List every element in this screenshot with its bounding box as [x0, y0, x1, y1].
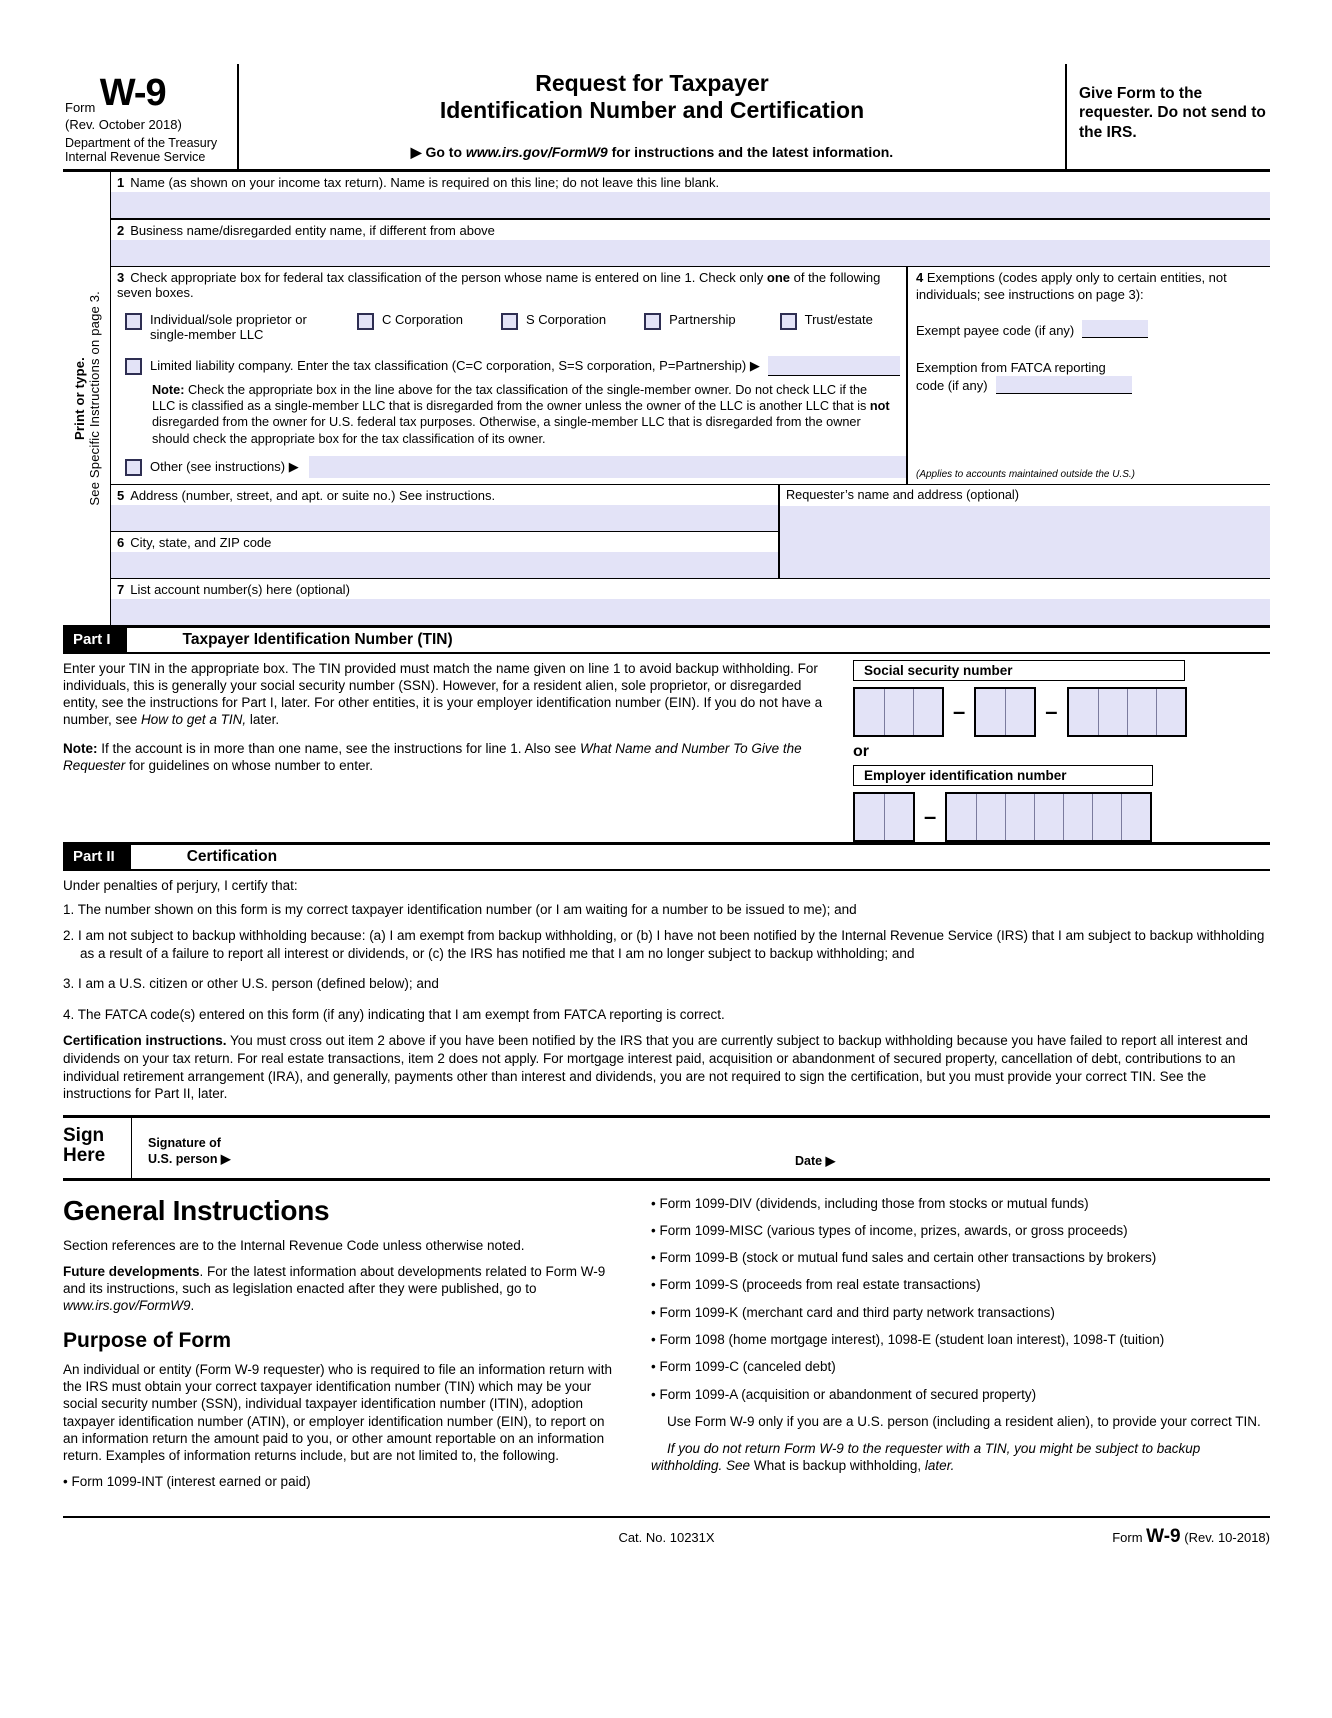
- certification-item-1: 1. The number shown on this form is my correct taxpayer identification number (or I am waiting for a number to be issued to me); and: [63, 901, 857, 917]
- checkbox-other[interactable]: [125, 459, 142, 476]
- line4-exemptions: [906, 267, 1270, 484]
- business-name-input[interactable]: [111, 240, 1270, 266]
- ssn-digit-cell[interactable]: [1069, 689, 1098, 735]
- ein-digit-cell[interactable]: [947, 794, 976, 840]
- line1-name: [111, 172, 1270, 220]
- purpose-of-form-title: Purpose of Form: [63, 1328, 232, 1352]
- checkbox-s-corporation-label: S Corporation: [525, 311, 607, 327]
- line5-label: Address (number, street, and apt. or suite no.) See instructions.: [130, 487, 496, 503]
- checkbox-partnership[interactable]: [644, 313, 661, 330]
- ein-digit-cell[interactable]: [1092, 794, 1121, 840]
- part2-header: [63, 842, 1270, 871]
- other-classification-input[interactable]: [309, 456, 906, 478]
- footer-form-number: Form W-9 (Rev. 10-2018): [1112, 1525, 1270, 1547]
- certification-items: [63, 901, 1270, 1024]
- checkbox-other-label: Other (see instructions) ▶: [150, 458, 299, 474]
- form-bullet: • Form 1099-A (acquisition or abandonment of secured property): [651, 1386, 1037, 1402]
- ein-digit-cell[interactable]: [976, 794, 1005, 840]
- goto-instructions: ▶ Go to www.irs.gov/FormW9 for instructions and the latest information.: [410, 143, 894, 160]
- line6-city-state-zip: [111, 532, 778, 578]
- exempt-payee-code-input[interactable]: [1082, 320, 1148, 338]
- city-state-zip-input[interactable]: [111, 552, 778, 578]
- form-bullet: • Form 1099-C (canceled debt): [651, 1359, 836, 1375]
- part2-title: Certification: [186, 847, 278, 865]
- form-bullet: • Form 1099-S (proceeds from real estate transactions): [651, 1277, 981, 1293]
- part1-header: [63, 625, 1270, 654]
- checkbox-individual-label: Individual/sole proprietor or single-member LLC: [150, 311, 307, 342]
- ssn-digit-cell[interactable]: [1005, 689, 1034, 735]
- form-title-block: [239, 64, 1067, 169]
- line5-number: 5: [117, 487, 125, 503]
- ssn-digit-cell[interactable]: [1098, 689, 1127, 735]
- applies-note: (Applies to accounts maintained outside the U.S.): [916, 468, 1136, 480]
- page-footer: [63, 1516, 1270, 1558]
- general-instructions-right-column: [616, 1195, 1270, 1500]
- line6-label: City, state, and ZIP code: [130, 534, 272, 550]
- give-form-block: [1067, 64, 1270, 169]
- requester-box: [778, 485, 1270, 578]
- line3-number: 3: [117, 269, 125, 285]
- line2-business-name: [111, 220, 1270, 267]
- ssn-cells: [853, 687, 1270, 737]
- ssn-digit-cell[interactable]: [913, 689, 942, 735]
- ssn-digit-cell[interactable]: [1127, 689, 1156, 735]
- checkbox-trust-estate-label: Trust/estate: [804, 311, 873, 327]
- ein-digit-cell[interactable]: [1005, 794, 1034, 840]
- checkbox-llc[interactable]: [125, 358, 142, 375]
- checkbox-c-corporation[interactable]: [357, 313, 374, 330]
- checkbox-trust-estate[interactable]: [780, 313, 797, 330]
- general-instructions-title: General Instructions: [63, 1194, 330, 1226]
- checkbox-c-corporation-label: C Corporation: [382, 311, 463, 327]
- line3-note: Note: Check the appropriate box in the line above for the tax classification of the single-member owner. Do not check LLC if the LLC is classified as a single-member LLC that is disregarded from the owner unless the owner of the LLC is another LLC that is not disregarded from the owner for U.S. federal tax purposes. Otherwise, a single-member LLC that is disregarded from the owner should check the appropriate box for the tax classification of its owner.: [152, 382, 890, 446]
- sign-here-label: Sign Here: [63, 1124, 106, 1166]
- irs-url: www.irs.gov/FormW9: [465, 143, 608, 160]
- department-line1: Department of the Treasury: [65, 136, 218, 150]
- ssn-digit-cell[interactable]: [1156, 689, 1185, 735]
- ein-dash: –: [924, 803, 937, 829]
- part2-tag: Part II: [63, 845, 131, 869]
- form-id-block: [63, 64, 239, 169]
- checkbox-individual[interactable]: [125, 313, 142, 330]
- ssn-dash: –: [1045, 698, 1058, 724]
- account-numbers-input[interactable]: [111, 599, 1270, 625]
- purpose-of-form-text: An individual or entity (Form W-9 requester) who is required to file an information return with the IRS must obtain your correct taxpayer identification number (TIN) which may be your social security number (SSN), individual taxpayer identification number (ITIN), adoption taxpayer identification number (ATIN), or employer identification number (EIN), to report on an information return the amount paid to you, or other amount reportable on an information return. Examples of information returns include, but are not limited to, the following.: [63, 1361, 612, 1464]
- line3-tax-classification: [111, 267, 906, 484]
- ein-cells: [853, 792, 1270, 842]
- department-line2: Internal Revenue Service: [65, 150, 206, 165]
- form-number: W-9: [99, 72, 166, 114]
- ssn-dash: –: [953, 698, 966, 724]
- name-input[interactable]: [111, 192, 1270, 218]
- certification-item-2: 2. I am not subject to backup withholding because: (a) I am exempt from backup withholding, or (b) I have not been notified by the Internal Revenue Service (IRS) that I am subject to backup withholding as a result of a failure to report all interest or dividends, or (c) the IRS has notified me that I am no longer subject to backup withholding; and: [63, 928, 1265, 961]
- sidebar-normal-text: See Specific Instructions on page 3.: [86, 290, 102, 506]
- ssn-digit-cell[interactable]: [884, 689, 913, 735]
- ein-digit-cell[interactable]: [1063, 794, 1092, 840]
- form-bullet: • Form 1099-DIV (dividends, including those from stocks or mutual funds): [651, 1195, 1089, 1211]
- fatca-code-input[interactable]: [996, 376, 1132, 394]
- line7-account-numbers: [111, 579, 1270, 625]
- line7-label: List account number(s) here (optional): [130, 581, 350, 597]
- date-label: Date ▶: [795, 1153, 836, 1168]
- checkbox-partnership-label: Partnership: [669, 311, 736, 327]
- section-references: Section references are to the Internal Revenue Code unless otherwise noted.: [63, 1237, 525, 1253]
- ein-box-label: Employer identification number: [853, 765, 1153, 786]
- ein-digit-cell[interactable]: [1121, 794, 1150, 840]
- checkbox-llc-label: Limited liability company. Enter the tax classification (C=C corporation, S=S corporation, P=Partnership) ▶: [150, 357, 760, 373]
- form-revision: (Rev. October 2018): [65, 117, 182, 132]
- line4-number: 4: [916, 269, 924, 285]
- ssn-box-label: Social security number: [853, 660, 1185, 681]
- give-form-text: Give Form to the requester. Do not send to the IRS.: [1079, 85, 1266, 141]
- ein-digit-cell[interactable]: [884, 794, 913, 840]
- certification-instructions: Certification instructions. You must cross out item 2 above if you have been notified by the IRS that you are currently subject to backup withholding because you have failed to report all interest and dividends on your tax return. For real estate transactions, item 2 does not apply. For mortgage interest paid, acquisition or abandonment of secured property, cancellation of debt, contributions to an individual retirement arrangement (IRA), and generally, payments other than interest and dividends, you are not required to sign the certification, but you must provide your correct TIN. See the instructions for Part II, later.: [63, 1033, 1248, 1102]
- form-bullet: • Form 1099-MISC (various types of income, prizes, awards, or gross proceeds): [651, 1222, 1128, 1238]
- form-title: Request for Taxpayer Identification Number and Certification: [439, 70, 865, 124]
- sidebar-bold-text: Print or type.: [71, 356, 87, 440]
- ssn-digit-cell[interactable]: [855, 689, 884, 735]
- form-bullet: • Form 1098 (home mortgage interest), 1098-E (student loan interest), 1098-T (tuition): [651, 1332, 1165, 1347]
- signature-label: Signature of U.S. person ▶: [148, 1136, 231, 1167]
- sign-here-row: [63, 1115, 1270, 1181]
- line2-label: Business name/disregarded entity name, if different from above: [130, 222, 495, 238]
- line3-label: Check appropriate box for federal tax classification of the person whose name is entered on line 1. Check only one of the following seven boxes.: [117, 269, 881, 300]
- line7-number: 7: [117, 581, 125, 597]
- print-or-type-sidebar: [63, 172, 110, 625]
- future-developments: Future developments. For the latest information about developments related to Form W-9 and its instructions, such as legislation enacted after they were published, go to www.irs.gov/FormW9.: [63, 1263, 606, 1314]
- form-bullet: • Form 1099-K (merchant card and third party network transactions): [651, 1304, 1055, 1320]
- certification-item-3: 3. I am a U.S. citizen or other U.S. person (defined below); and: [63, 976, 439, 992]
- line2-number: 2: [117, 222, 125, 238]
- form-1099-int-bullet: • Form 1099-INT (interest earned or paid): [63, 1474, 311, 1490]
- use-form-w9-text: Use Form W-9 only if you are a U.S. person (including a resident alien), to provide your correct TIN.: [667, 1413, 1261, 1429]
- address-input[interactable]: [111, 505, 778, 531]
- date-input[interactable]: [835, 1138, 1270, 1168]
- part1-title: Taxpayer Identification Number (TIN): [182, 630, 453, 648]
- exempt-payee-label: Exempt payee code (if any): [916, 322, 1075, 338]
- backup-withholding-note: If you do not return Form W-9 to the requester with a TIN, you might be subject to backup withholding. See What is backup withholding, later.: [651, 1441, 1201, 1474]
- line4-label: Exemptions (codes apply only to certain entities, not individuals; see instructions on page 3):: [916, 269, 1227, 302]
- general-instructions-left-column: [63, 1195, 616, 1500]
- form-bullet: • Form 1099-B (stock or mutual fund sales and certain other transactions by brokers): [651, 1250, 1157, 1266]
- ssn-digit-cell[interactable]: [976, 689, 1005, 735]
- line5-address: [111, 485, 778, 532]
- signature-input[interactable]: [231, 1138, 795, 1168]
- line1-label: Name (as shown on your income tax return). Name is required on this line; do not leave this line blank.: [130, 174, 720, 190]
- form-word: Form: [65, 100, 96, 115]
- fatca-label-line1: Exemption from FATCA reporting: [916, 359, 1106, 375]
- form-header: [63, 64, 1270, 172]
- part1-tag: Part I: [63, 628, 127, 652]
- llc-classification-input[interactable]: [768, 356, 900, 376]
- fatca-label-line2: code (if any): [916, 377, 988, 393]
- tin-instructions: Enter your TIN in the appropriate box. The TIN provided must match the name given on line 1 to avoid backup withholding. For individuals, this is generally your social security number (SSN). However, for a resident alien, sole proprietor, or disregarded entity, see the instructions for Part I, later. For other entities, it is your employer identification number (EIN). If you do not have a number, see How to get a TIN, later. Note: If the account is in more than one name, see the instructions for line 1. Also see What Name and Number To Give the Requester for guidelines on whose number to enter.: [63, 660, 823, 774]
- requester-name-address-input[interactable]: [780, 506, 1270, 578]
- checkbox-s-corporation[interactable]: [501, 313, 518, 330]
- ein-digit-cell[interactable]: [855, 794, 884, 840]
- catalog-number: Cat. No. 10231X: [618, 1529, 715, 1545]
- requester-label: Requester’s name and address (optional): [786, 487, 1019, 502]
- ein-digit-cell[interactable]: [1034, 794, 1063, 840]
- or-text: or: [853, 742, 869, 760]
- line6-number: 6: [117, 534, 125, 550]
- line1-number: 1: [117, 174, 125, 190]
- certification-item-4: 4. The FATCA code(s) entered on this form (if any) indicating that I am exempt from FATCA reporting is correct.: [63, 1006, 725, 1022]
- certification-intro: Under penalties of perjury, I certify that:: [63, 877, 298, 893]
